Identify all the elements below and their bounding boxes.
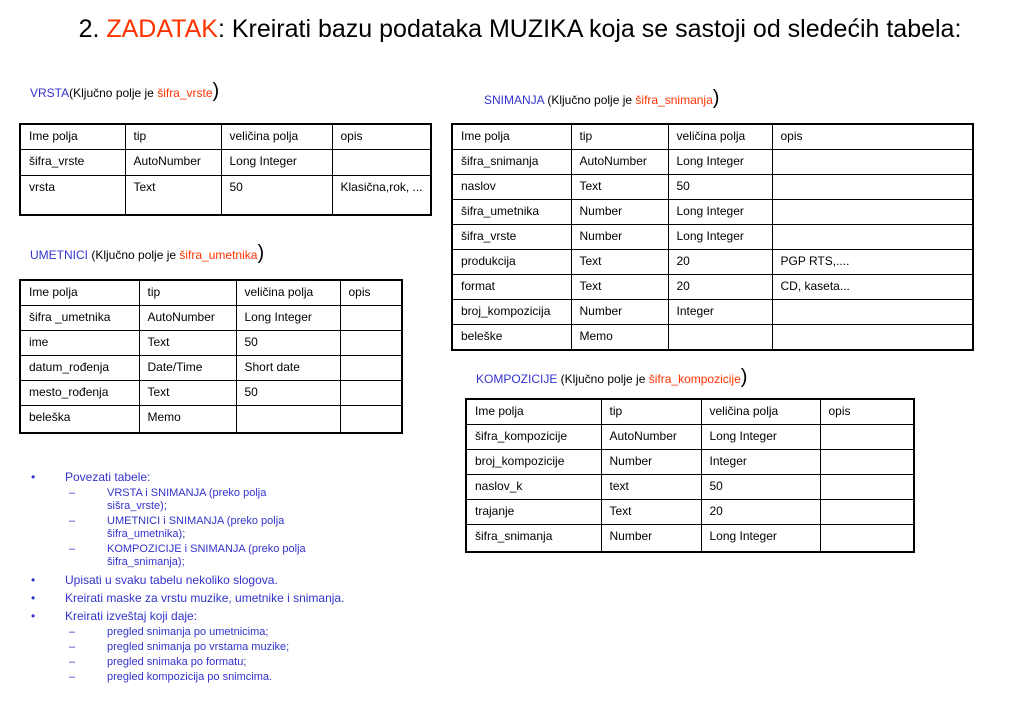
table-row — [20, 405, 402, 433]
table-cell: broj_kompozicija — [452, 299, 571, 324]
umetnici-key-field: šifra_umetnika — [179, 248, 258, 262]
kompozicije-table-name: KOMPOZICIJE — [476, 372, 558, 386]
table-cell — [772, 224, 973, 249]
table-cell: Integer — [701, 449, 820, 474]
table-row — [452, 249, 973, 274]
column-header: tip — [125, 124, 221, 149]
vrsta-key-field: šifra_vrste — [157, 86, 213, 100]
table-cell: datum_rođenja — [20, 355, 139, 380]
table-row — [20, 330, 402, 355]
task-item — [31, 571, 431, 589]
table-cell — [820, 499, 914, 524]
table-cell: naslov — [452, 174, 571, 199]
table-cell: Long Integer — [236, 305, 340, 330]
task-sublist — [31, 487, 431, 569]
table-cell: 50 — [668, 174, 772, 199]
table-cell — [340, 380, 402, 405]
table-row — [452, 149, 973, 174]
table-cell: 50 — [701, 474, 820, 499]
task-text: Upisati u svaku tabelu nekoliko slogova. — [65, 573, 278, 587]
column-header: Ime polja — [466, 399, 601, 424]
table-row — [452, 299, 973, 324]
page-title — [60, 14, 980, 44]
column-header: opis — [820, 399, 914, 424]
kompozicije-caption — [476, 366, 748, 388]
vrsta-header-row — [20, 124, 431, 149]
snimanja-caption — [484, 87, 720, 109]
table-cell — [772, 174, 973, 199]
table-row — [466, 499, 914, 524]
umetnici-table-name: UMETNICI — [30, 248, 88, 262]
table-row — [20, 380, 402, 405]
table-cell: Number — [601, 524, 701, 552]
subtask-item: – pregled snimanja po vrstama muzike; — [65, 641, 307, 654]
vrsta-key-label: (Ključno polje je — [69, 86, 158, 100]
table-cell: šifra _umetnika — [20, 305, 139, 330]
table-cell: naslov_k — [466, 474, 601, 499]
task-text: Povezati tabele: — [65, 470, 151, 484]
table-cell: šifra_kompozicije — [466, 424, 601, 449]
table-cell: 20 — [668, 274, 772, 299]
table-cell: vrsta — [20, 175, 125, 215]
table-row — [466, 524, 914, 552]
table-cell: Klasična,rok, ... — [332, 175, 431, 215]
table-cell: šifra_vrste — [452, 224, 571, 249]
table-cell: Long Integer — [668, 199, 772, 224]
table-row — [452, 174, 973, 199]
table-row — [20, 175, 431, 215]
table-cell — [340, 330, 402, 355]
table-cell — [332, 149, 431, 175]
column-header: veličina polja — [668, 124, 772, 149]
column-header: veličina polja — [701, 399, 820, 424]
kompozicije-key-field: šifra_kompozicije — [648, 372, 741, 386]
column-header: veličina polja — [236, 280, 340, 305]
table-cell — [820, 474, 914, 499]
column-header: Ime polja — [20, 124, 125, 149]
title-accent: ZADATAK — [106, 15, 218, 43]
table-cell: Long Integer — [668, 149, 772, 174]
task-item — [31, 589, 431, 607]
subtask-item: – KOMPOZICIJE i SNIMANJA (preko polja šifra_snimanja); — [65, 543, 307, 569]
column-header: Ime polja — [20, 280, 139, 305]
kompozicije-key-label: (Ključno polje je — [557, 372, 649, 386]
table-cell: CD, kaseta... — [772, 274, 973, 299]
task-sublist — [31, 626, 431, 684]
table-cell — [820, 524, 914, 552]
vrsta-table-name: VRSTA — [30, 86, 70, 100]
column-header: opis — [332, 124, 431, 149]
table-cell: broj_kompozicije — [466, 449, 601, 474]
snimanja-header-row — [452, 124, 973, 149]
table-row — [466, 449, 914, 474]
subtask-item: – pregled kompozicija po snimcima. — [65, 671, 307, 684]
table-cell: Number — [571, 224, 668, 249]
table-cell: trajanje — [466, 499, 601, 524]
table-cell: Text — [571, 274, 668, 299]
umetnici-header-row — [20, 280, 402, 305]
table-cell: Long Integer — [701, 424, 820, 449]
table-cell: 50 — [236, 380, 340, 405]
table-cell: Text — [601, 499, 701, 524]
table-cell — [820, 449, 914, 474]
column-header: tip — [571, 124, 668, 149]
table-cell — [772, 324, 973, 350]
table-row — [452, 199, 973, 224]
table-cell: mesto_rođenja — [20, 380, 139, 405]
task-item — [31, 607, 431, 625]
table-cell: 20 — [701, 499, 820, 524]
snimanja-table — [451, 123, 974, 351]
table-cell — [820, 424, 914, 449]
table-cell: Integer — [668, 299, 772, 324]
subtask-item: – VRSTA i SNIMANJA (preko polja sišra_vrste); — [65, 487, 307, 513]
table-cell: beleška — [20, 405, 139, 433]
table-cell: beleške — [452, 324, 571, 350]
table-row — [452, 224, 973, 249]
subtask-item: – pregled snimanja po umetnicima; — [65, 626, 307, 639]
table-cell: AutoNumber — [139, 305, 236, 330]
table-cell: AutoNumber — [601, 424, 701, 449]
umetnici-table — [19, 279, 403, 434]
umetnici-key-label: (Ključno polje je — [88, 248, 180, 262]
table-cell: Memo — [571, 324, 668, 350]
table-row — [452, 324, 973, 350]
table-cell: 50 — [236, 330, 340, 355]
table-cell: text — [601, 474, 701, 499]
table-cell: Number — [571, 199, 668, 224]
kompozicije-table — [465, 398, 915, 553]
table-cell — [340, 305, 402, 330]
task-item — [31, 468, 431, 486]
column-header: tip — [601, 399, 701, 424]
snimanja-key-label: (Ključno polje je — [544, 93, 636, 107]
table-cell: produkcija — [452, 249, 571, 274]
subtask-item: – pregled snimaka po formatu; — [65, 656, 307, 669]
snimanja-key-field: šifra_snimanja — [635, 93, 713, 107]
snimanja-table-name: SNIMANJA — [484, 93, 545, 107]
table-cell: Date/Time — [139, 355, 236, 380]
table-cell — [236, 405, 340, 433]
kompozicije-close: ) — [740, 366, 748, 388]
umetnici-close: ) — [257, 242, 265, 264]
table-cell: šifra_vrste — [20, 149, 125, 175]
title-rest: : Kreirati bazu podataka MUZIKA koja se sastoji od sledećih tabela: — [217, 15, 962, 43]
task-text: Kreirati izveštaj koji daje: — [65, 609, 198, 623]
table-cell — [772, 149, 973, 174]
table-cell: Number — [601, 449, 701, 474]
table-row — [20, 305, 402, 330]
table-cell: Number — [571, 299, 668, 324]
task-text: Kreirati maske za vrstu muzike, umetnike i snimanja. — [65, 591, 345, 605]
table-row — [466, 474, 914, 499]
snimanja-close: ) — [712, 87, 720, 109]
table-cell: PGP RTS,.... — [772, 249, 973, 274]
table-cell: AutoNumber — [125, 149, 221, 175]
vrsta-caption — [30, 80, 220, 102]
table-cell: Text — [571, 174, 668, 199]
table-cell: AutoNumber — [571, 149, 668, 174]
table-cell: 50 — [221, 175, 332, 215]
table-row — [20, 149, 431, 175]
table-cell: ime — [20, 330, 139, 355]
column-header: opis — [340, 280, 402, 305]
column-header: tip — [139, 280, 236, 305]
table-cell — [340, 405, 402, 433]
table-cell: 20 — [668, 249, 772, 274]
subtask-item: – UMETNICI i SNIMANJA (preko polja šifra_umetnika); — [65, 515, 307, 541]
table-cell: Memo — [139, 405, 236, 433]
table-cell: Long Integer — [668, 224, 772, 249]
column-header: Ime polja — [452, 124, 571, 149]
title-prefix: 2. — [78, 15, 107, 43]
column-header: veličina polja — [221, 124, 332, 149]
table-cell: šifra_umetnika — [452, 199, 571, 224]
table-cell: Long Integer — [221, 149, 332, 175]
table-cell: Text — [125, 175, 221, 215]
umetnici-caption — [30, 242, 265, 264]
task-list — [31, 468, 431, 686]
table-cell — [772, 299, 973, 324]
column-header: opis — [772, 124, 973, 149]
table-cell: Text — [139, 380, 236, 405]
table-row — [20, 355, 402, 380]
table-cell: Text — [571, 249, 668, 274]
kompozicije-header-row — [466, 399, 914, 424]
table-cell — [772, 199, 973, 224]
table-cell — [668, 324, 772, 350]
vrsta-table — [19, 123, 432, 216]
table-cell: šifra_snimanja — [466, 524, 601, 552]
table-row — [452, 274, 973, 299]
table-cell: Long Integer — [701, 524, 820, 552]
table-cell: Short date — [236, 355, 340, 380]
table-cell: format — [452, 274, 571, 299]
vrsta-close: ) — [212, 80, 220, 102]
table-cell — [340, 355, 402, 380]
table-cell: šifra_snimanja — [452, 149, 571, 174]
table-row — [466, 424, 914, 449]
table-cell: Text — [139, 330, 236, 355]
